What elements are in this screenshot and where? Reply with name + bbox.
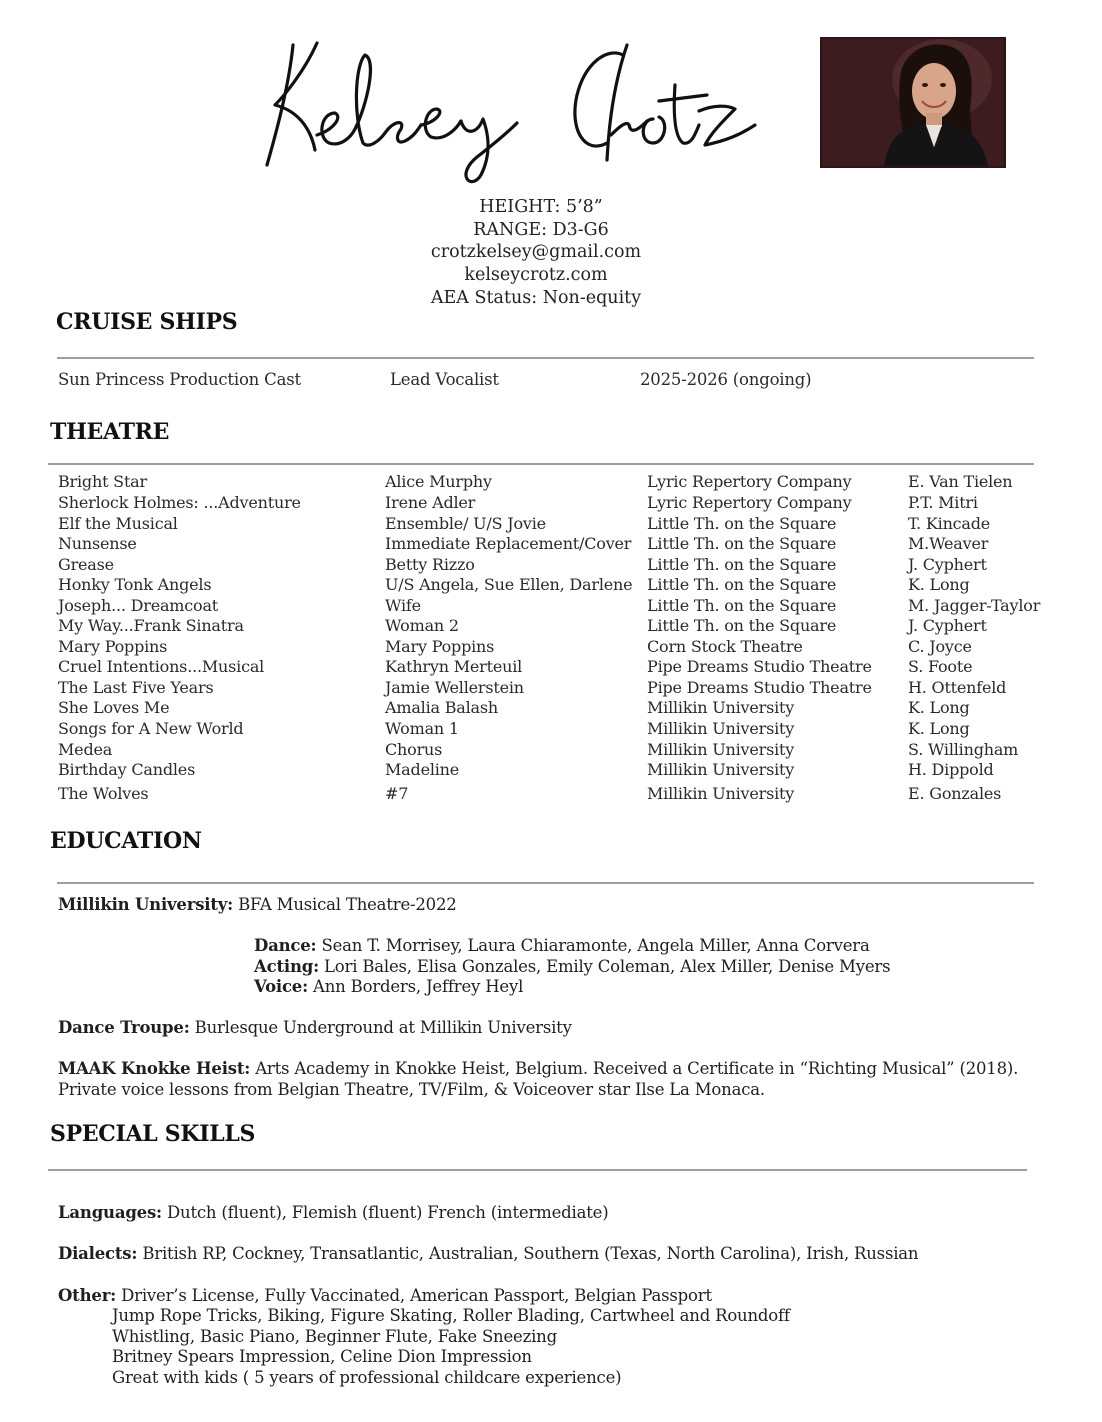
millikin-degree: BFA Musical Theatre-2022 [233,895,457,914]
show: Elf the Musical [58,514,178,533]
other-line: Great with kids ( 5 years of professional childcare experience) [112,1368,622,1387]
education-maak [58,1059,1018,1078]
voice-label: Voice: [254,977,308,996]
education-millikin [58,895,457,914]
director: H. Ottenfeld [908,678,1007,697]
headshot-photo [820,37,1006,168]
aea-status: AEA Status: Non-equity [430,287,642,308]
role: Wife [385,596,421,615]
director: K. Long [908,575,970,594]
show: Birthday Candles [58,760,196,779]
venue: Pipe Dreams Studio Theatre [647,657,872,676]
role: Mary Poppins [385,637,495,656]
education-voice [254,977,523,996]
role: Madeline [385,760,460,779]
show: My Way...Frank Sinatra [58,616,244,635]
show: Songs for A New World [58,719,244,738]
show: Joseph... Dreamcoat [58,596,219,615]
other-line: Britney Spears Impression, Celine Dion Impression [112,1347,532,1366]
acting-label: Acting: [254,957,319,976]
role: Immediate Replacement/Cover [385,534,632,553]
section-divider [48,1169,1027,1171]
venue: Pipe Dreams Studio Theatre [647,678,872,697]
director: E. Van Tielen [908,472,1013,491]
maak-text: Arts Academy in Knokke Heist, Belgium. Received a Certificate in “Richting Musical” (2018). [250,1059,1019,1078]
other-line: Driver’s License, Fully Vaccinated, American Passport, Belgian Passport [116,1286,712,1305]
show: Cruel Intentions...Musical [58,657,265,676]
role: U/S Angela, Sue Ellen, Darlene [385,575,633,594]
venue: Little Th. on the Square [647,616,837,635]
director: S. Willingham [908,740,1019,759]
role: Alice Murphy [385,472,492,491]
director: E. Gonzales [908,784,1002,803]
venue: Millikin University [647,760,795,779]
director: M. Jagger-Taylor [908,596,1041,615]
section-divider [57,357,1034,359]
other-line: Whistling, Basic Piano, Beginner Flute, Fake Sneezing [112,1327,557,1346]
dance-teachers: Sean T. Morrisey, Laura Chiaramonte, Angela Miller, Anna Corvera [316,936,870,955]
acting-teachers: Lori Bales, Elisa Gonzales, Emily Coleman, Alex Miller, Denise Myers [318,957,891,976]
education-heading: EDUCATION [50,828,202,854]
education-acting [254,957,890,976]
dates: 2025-2026 (ongoing) [640,370,812,389]
contact-info [380,196,692,310]
role: Woman 1 [385,719,459,738]
venue: Little Th. on the Square [647,514,837,533]
director: K. Long [908,698,970,717]
theatre-heading: THEATRE [50,419,170,445]
venue: Lyric Repertory Company [647,472,852,491]
show: Medea [58,740,113,759]
show: The Wolves [58,784,149,803]
director: K. Long [908,719,970,738]
troupe-text: Burlesque Underground at Millikin University [189,1018,572,1037]
show: Bright Star [58,472,147,491]
venue: Lyric Repertory Company [647,493,852,512]
venue: Millikin University [647,740,795,759]
other-label: Other: [58,1286,117,1305]
signature-name [255,25,765,190]
troupe-label: Dance Troupe: [58,1018,190,1037]
director: J. Cyphert [908,616,987,635]
venue: Millikin University [647,698,795,717]
section-divider [57,882,1034,884]
voice-teachers: Ann Borders, Jeffrey Heyl [308,977,524,996]
skills-languages [58,1203,608,1222]
section-divider [48,463,1034,465]
height: HEIGHT: 5’8” [479,197,603,217]
education-private-lessons: Private voice lessons from Belgian Theatre, TV/Film, & Voiceover star Ilse La Monaca. [58,1080,765,1099]
director: H. Dippold [908,760,994,779]
venue: Little Th. on the Square [647,534,837,553]
show: Grease [58,555,114,574]
show: The Last Five Years [58,678,214,697]
director: S. Foote [908,657,973,676]
director: P.T. Mitri [908,493,978,512]
cruise-ships-heading: CRUISE SHIPS [56,309,238,335]
role: Betty Rizzo [385,555,475,574]
website[interactable]: kelseycrotz.com [464,265,608,286]
show: Sherlock Holmes: ...Adventure [58,493,301,512]
venue: Corn Stock Theatre [647,637,803,656]
role: Woman 2 [385,616,459,635]
show: Honky Tonk Angels [58,575,212,594]
email[interactable]: crotzkelsey@gmail.com [430,242,642,263]
role: Lead Vocalist [390,370,499,389]
other-line: Jump Rope Tricks, Biking, Figure Skating, Roller Blading, Cartwheel and Roundoff [112,1306,790,1325]
venue: Little Th. on the Square [647,596,837,615]
maak-label: MAAK Knokke Heist: [58,1059,251,1078]
education-dance-troupe [58,1018,572,1037]
role: Ensemble/ U/S Jovie [385,514,546,533]
role: Chorus [385,740,443,759]
venue: Millikin University [647,719,795,738]
special-skills-heading: SPECIAL SKILLS [50,1121,256,1147]
dialects-label: Dialects: [58,1244,138,1263]
education-dance [254,936,870,955]
dialects-text: British RP, Cockney, Transatlantic, Australian, Southern (Texas, North Carolina), Irish, Russian [137,1244,919,1263]
director: C. Joyce [908,637,972,656]
role: #7 [385,784,409,803]
languages-text: Dutch (fluent), Flemish (fluent) French (intermediate) [161,1203,609,1222]
production-name: Sun Princess Production Cast [58,370,301,389]
role: Kathryn Merteuil [385,657,523,676]
role: Irene Adler [385,493,476,512]
skills-other [58,1286,712,1305]
director: T. Kincade [908,514,991,533]
director: J. Cyphert [908,555,987,574]
venue: Little Th. on the Square [647,555,837,574]
vocal-range: RANGE: D3-G6 [473,219,609,240]
director: M.Weaver [908,534,989,553]
role: Jamie Wellerstein [385,678,524,697]
venue: Little Th. on the Square [647,575,837,594]
show: She Loves Me [58,698,170,717]
dance-label: Dance: [254,936,317,955]
millikin-label: Millikin University: [58,895,234,914]
languages-label: Languages: [58,1203,162,1222]
skills-dialects [58,1244,918,1263]
venue: Millikin University [647,784,795,803]
show: Nunsense [58,534,137,553]
role: Amalia Balash [385,698,498,717]
show: Mary Poppins [58,637,168,656]
